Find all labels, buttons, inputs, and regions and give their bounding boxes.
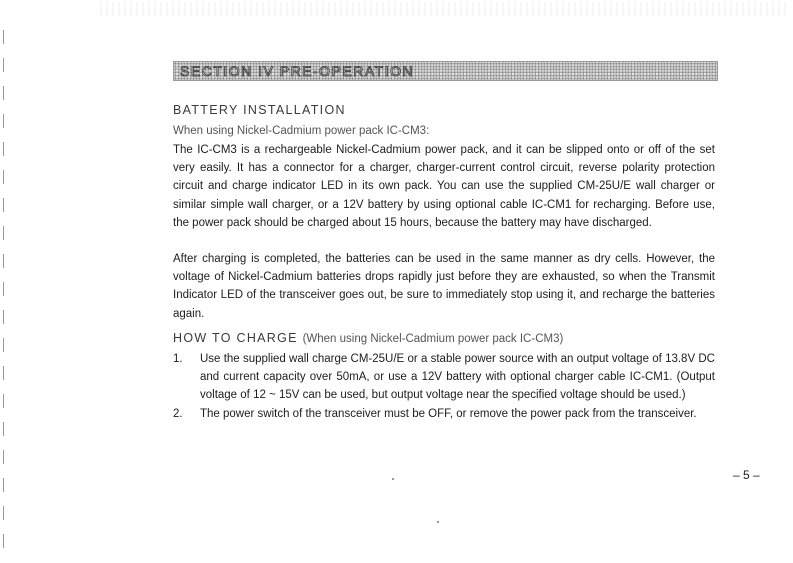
scan-speck bbox=[437, 521, 439, 523]
battery-paragraph-2: After charging is completed, the batteries can be used in the same manner as dry cells. However, the voltage of Nickel-Cadmium batteries drops rapidly just before they are exhausted, so when the Transmit Indicator LED of the transceiver goes out, be sure to immediately stop using it, and recharge the batteries again. bbox=[173, 253, 715, 320]
list-item bbox=[173, 405, 715, 423]
how-to-charge-heading: HOW TO CHARGE bbox=[173, 331, 298, 345]
scan-noise-top bbox=[100, 2, 790, 16]
step-number: 1. bbox=[173, 353, 183, 365]
step-text: Use the supplied wall charge CM-25U/E or a stable power source with an output voltage of 13.8V DC and current capacity over 50mA, or use a 12V battery with optional charger cable IC-CM1. (Output voltage of 12 ~ 15V can be used, but output voltage near the specified voltage should be used.) bbox=[200, 353, 715, 402]
section-title: SECTION IV PRE-OPERATION bbox=[180, 63, 415, 79]
list-item bbox=[173, 350, 715, 405]
scan-edge-left bbox=[3, 30, 4, 550]
scan-speck bbox=[392, 478, 394, 480]
battery-paragraph-1: The IC-CM3 is a rechargeable Nickel-Cadmium power pack, and it can be slipped onto or off of the set very easily. It has a connector for a charger, charger-current control circuit, reverse polarity protection circuit and charge indicator LED in its own pack. You can use the supplied CM-25U/E wall charger or similar simple wall charger, or a 12V battery by using optional cable IC-CM1 for recharging. Before use, the power pack should be charged about 15 hours, because the battery may have discharged. bbox=[173, 144, 715, 229]
how-to-charge-subheading: (When using Nickel-Cadmium power pack IC-CM3) bbox=[302, 333, 564, 345]
charge-steps-list bbox=[173, 350, 715, 423]
page-number: – 5 – bbox=[733, 468, 760, 482]
section-banner bbox=[173, 61, 718, 81]
step-number: 2. bbox=[173, 407, 183, 420]
step-text: The power switch of the transceiver must be OFF, or remove the power pack from the transceiver. bbox=[200, 407, 697, 420]
battery-subheading: When using Nickel-Cadmium power pack IC-CM3: bbox=[173, 125, 430, 137]
how-to-charge-heading-row bbox=[173, 331, 563, 345]
battery-installation-heading: BATTERY INSTALLATION bbox=[173, 103, 346, 117]
